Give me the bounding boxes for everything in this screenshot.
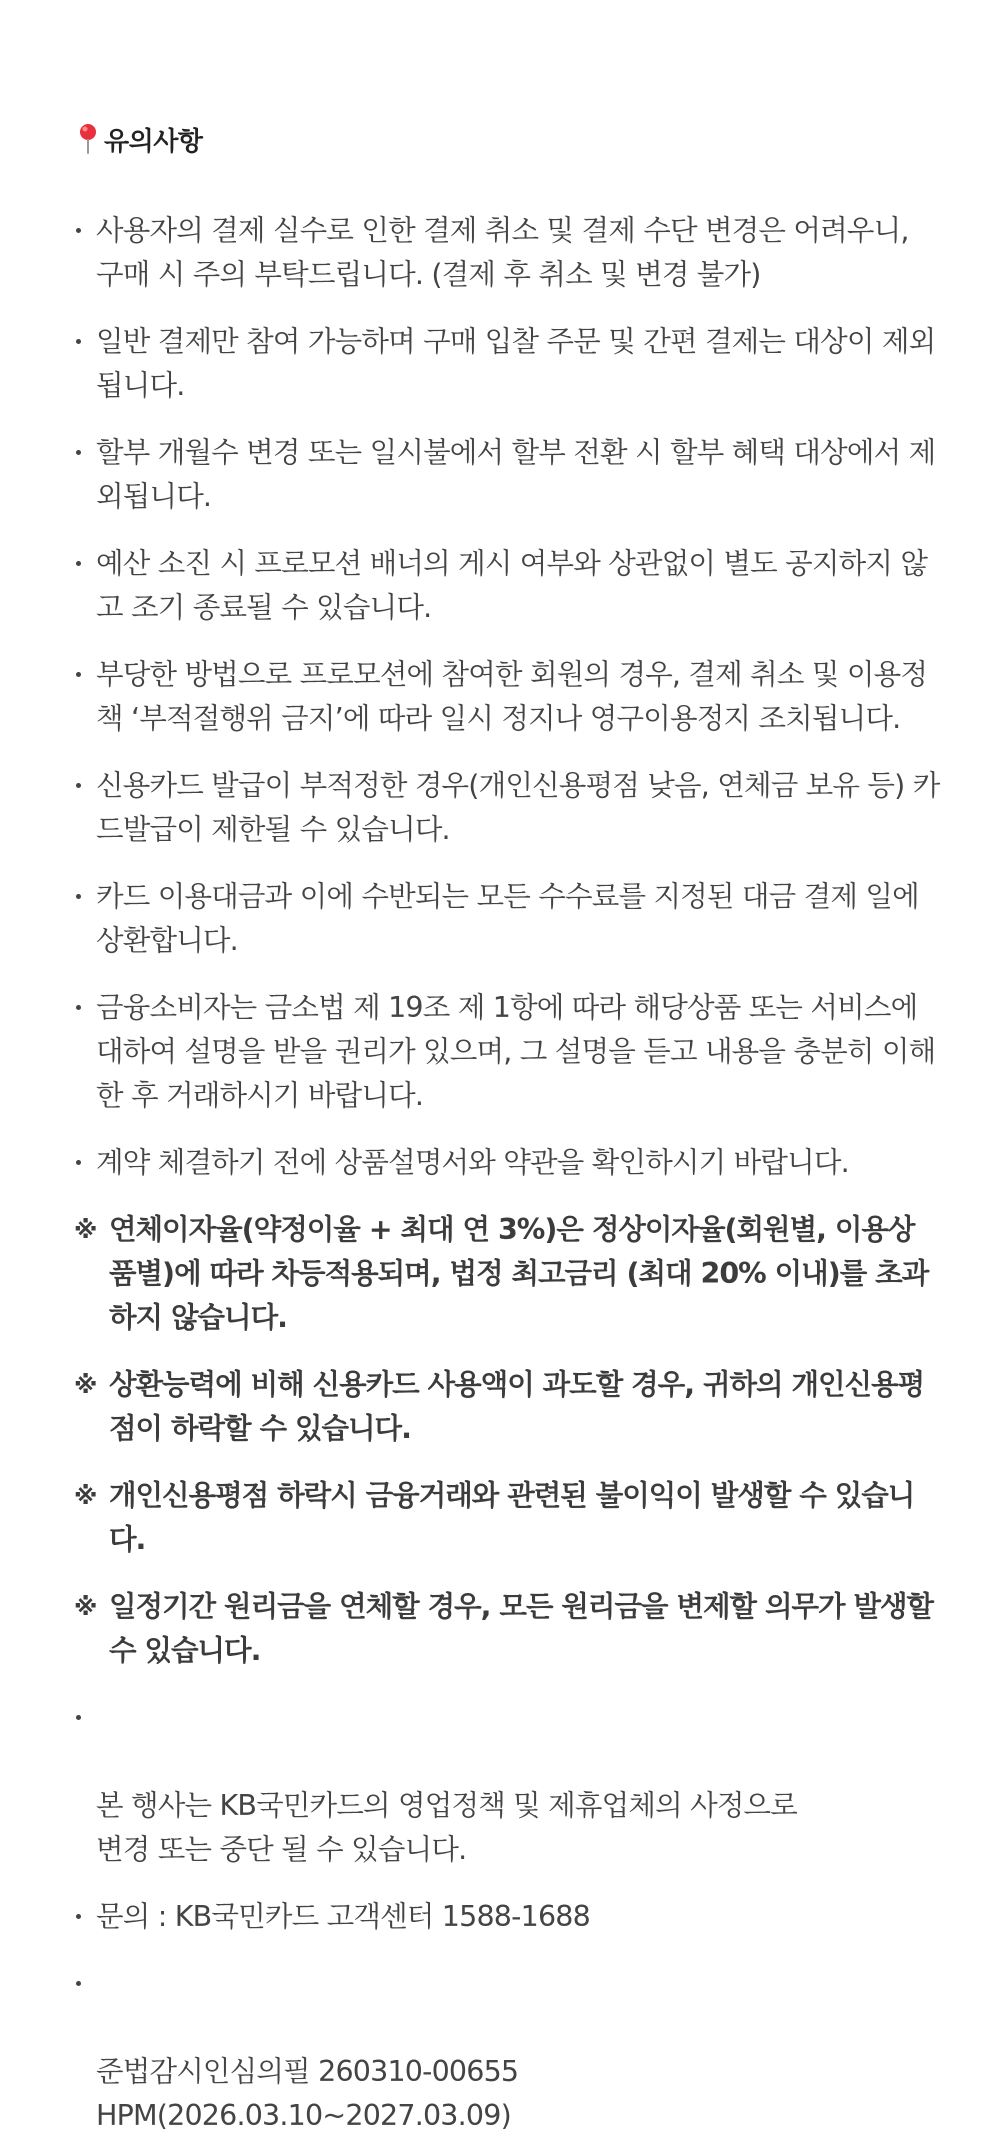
notice-text: 할부 개월수 변경 또는 일시불에서 할부 전환 시 할부 혜택 대상에서 제외됩니다. [96, 436, 936, 513]
notice-item [76, 431, 940, 519]
reference-mark-icon: ※ [74, 1482, 97, 1510]
notice-text: 사용자의 결제 실수로 인한 결제 취소 및 결제 수단 변경은 어려우니, 구매 시 주의 부탁드립니다. (결제 후 취소 및 변경 불가) [96, 214, 909, 291]
notice-item [76, 875, 940, 963]
bullet-icon [76, 1981, 81, 1986]
notice-list [76, 209, 940, 2138]
warning-item [76, 1363, 940, 1451]
notice-text: 일반 결제만 참여 가능하며 구매 입찰 주문 및 간편 결제는 대상이 제외됩니다. [96, 325, 936, 402]
reference-mark-icon: ※ [74, 1216, 97, 1244]
notice-item [76, 764, 940, 852]
warning-item [76, 1585, 940, 1673]
bullet-icon [76, 672, 81, 677]
bullet-icon [76, 1914, 81, 1919]
warning-text: 일정기간 원리금을 연체할 경우, 모든 원리금을 변제할 의무가 발생할 수 있습니다. [109, 1590, 934, 1667]
notice-text: 부당한 방법으로 프로모션에 참여한 회원의 경우, 결제 취소 및 이용정책 ‘부적절행위 금지’에 따라 일시 정지나 영구이용정지 조치됩니다. [96, 658, 928, 735]
notice-item [76, 986, 940, 1118]
contact-item [76, 1895, 940, 1939]
notice-heading [76, 115, 940, 163]
notice-text: 본 행사는 KB국민카드의 영업정책 및 제휴업체의 사정으로 변경 또는 중단 될 수 있습니다. [96, 1789, 798, 1866]
notice-item [76, 653, 940, 741]
pin-icon [76, 122, 100, 156]
warning-item [76, 1474, 940, 1562]
notice-item [76, 542, 940, 630]
reference-mark-icon: ※ [74, 1593, 97, 1621]
notice-item [76, 1141, 940, 1185]
notice-text: 계약 체결하기 전에 상품설명서와 약관을 확인하시기 바랍니다. [96, 1146, 849, 1179]
bullet-icon [76, 450, 81, 455]
bullet-icon [76, 1005, 81, 1010]
bullet-icon [76, 561, 81, 566]
notice-text: 예산 소진 시 프로모션 배너의 게시 여부와 상관없이 별도 공지하지 않고 조기 종료될 수 있습니다. [96, 547, 928, 624]
warning-text: 개인신용평점 하락시 금융거래와 관련된 불이익이 발생할 수 있습니다. [109, 1479, 915, 1556]
notice-text: 금융소비자는 금소법 제 19조 제 1항에 따라 해당상품 또는 서비스에 대하여 설명을 받을 권리가 있으며, 그 설명을 듣고 내용을 충분히 이해한 후 거래하시기 바랍니다. [96, 991, 936, 1112]
bullet-icon [76, 1715, 81, 1720]
bullet-icon [76, 894, 81, 899]
compliance-text: 준법감시인심의필 260310-00655 HPM(2026.03.10~2027.03.09) [96, 2055, 519, 2132]
notice-text: 신용카드 발급이 부적정한 경우(개인신용평점 낮음, 연체금 보유 등) 카드발급이 제한될 수 있습니다. [96, 769, 940, 846]
bullet-icon [76, 1160, 81, 1165]
warning-item [76, 1208, 940, 1340]
notice-item [76, 1696, 940, 1872]
notice-item [76, 209, 940, 297]
warning-text: 상환능력에 비해 신용카드 사용액이 과도할 경우, 귀하의 개인신용평점이 하락할 수 있습니다. [109, 1368, 925, 1445]
reference-mark-icon: ※ [74, 1371, 97, 1399]
compliance-item [76, 1962, 940, 2138]
bullet-icon [76, 783, 81, 788]
notice-item [76, 320, 940, 408]
notice-title: 유의사항 [104, 126, 203, 157]
notice-text: 카드 이용대금과 이에 수반되는 모든 수수료를 지정된 대금 결제 일에 상환합니다. [96, 880, 919, 957]
bullet-icon [76, 339, 81, 344]
warning-text: 연체이자율(약정이율 + 최대 연 3%)은 정상이자율(회원별, 이용상품별)에 따라 차등적용되며, 법정 최고금리 (최대 20% 이내)를 초과하지 않습니다. [109, 1213, 929, 1334]
contact-text: 문의 : KB국민카드 고객센터 1588-1688 [96, 1900, 590, 1933]
bullet-icon [76, 228, 81, 233]
